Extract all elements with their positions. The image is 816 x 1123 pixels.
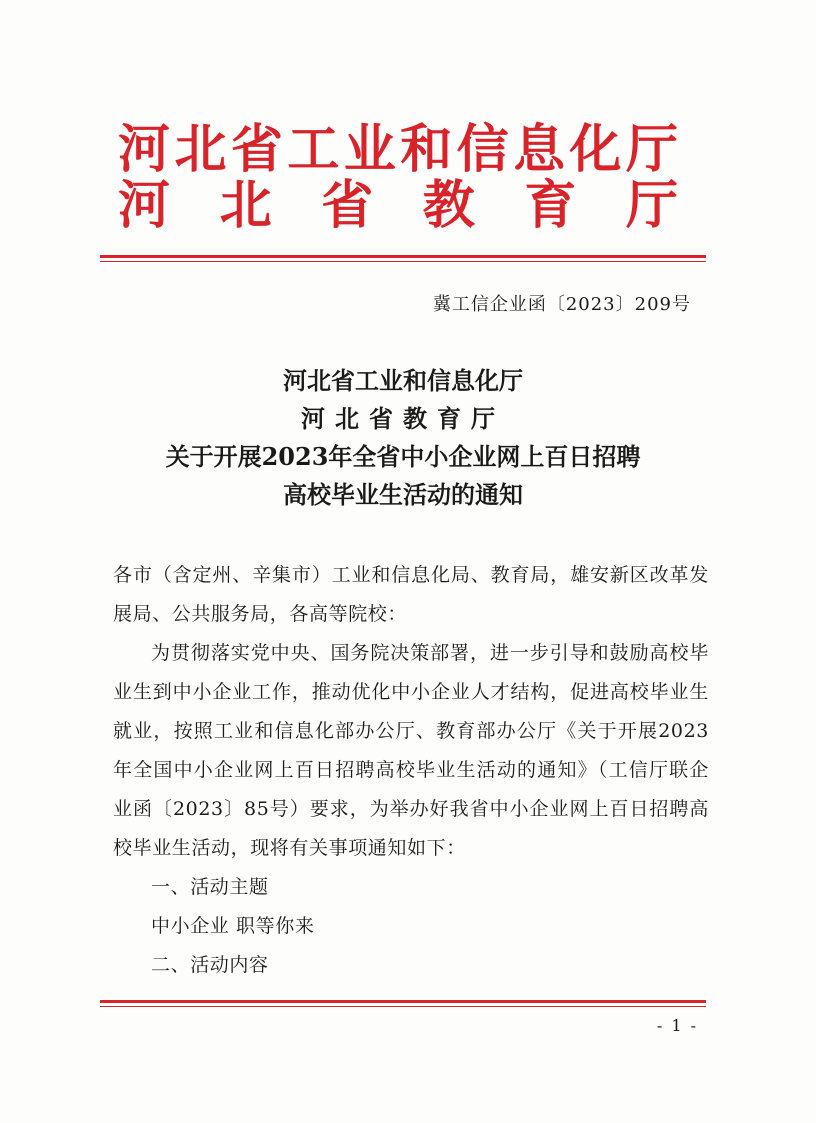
footer-divider-thick [100,1000,706,1003]
section-1-text: 中小企业 职等你来 [151,915,315,937]
intro-paragraph: 为贯彻落实党中央、国务院决策部署，进一步引导和鼓励高校毕业生到中小企业工作，推动优化中小企业人才结构，促进高校毕业生就业，按照工业和信息化部办公厅、教育部办公厅《关于开展2023年全国中小企业网上百日招聘高校毕业生活动的通知》（工信厅联企业函〔2023〕85号）要求，为举办好我省中小企业网上百日招聘高校毕业生活动，现将有关事项通知如下： [113,642,709,859]
document-body [113,556,709,985]
letterhead-divider-thin [100,261,706,262]
document-number: 冀工信企业函〔2023〕209号 [432,294,691,315]
letterhead-char: 省 [321,176,374,236]
letterhead-char: 省 [230,120,283,180]
footer-divider-thin [100,1006,706,1007]
letterhead-char: 河 [118,176,171,236]
letterhead-line-1 [118,122,678,178]
letterhead-char: 业 [343,120,396,180]
title-issuer-1: 河北省工业和信息化厅 [283,366,523,395]
page-number: - 1 - [656,1016,698,1035]
letterhead-char: 育 [524,176,577,236]
letterhead-char: 工 [287,120,340,180]
letterhead-char: 厅 [625,120,678,180]
section-1-heading: 一、活动主题 [151,876,269,898]
letterhead-char: 厅 [625,176,678,236]
letterhead-char: 化 [569,120,622,180]
addressee: 各市（含定州、辛集市）工业和信息化局、教育局，雄安新区改革发展局、公共服务局，各高等院校： [113,564,709,625]
letterhead-char: 北 [219,176,272,236]
document-title [100,362,706,514]
title-line-3: 关于开展2023年全省中小企业网上百日招聘 [165,442,641,471]
title-issuer-2: 河北省教育厅 [301,404,505,433]
letterhead-char: 河 [118,120,171,180]
letterhead-char: 和 [400,120,453,180]
letterhead-char: 息 [513,120,566,180]
letterhead-char: 信 [456,120,509,180]
section-2-heading: 二、活动内容 [151,954,269,976]
red-letterhead [118,122,688,234]
title-line-4: 高校毕业生活动的通知 [283,480,523,509]
letterhead-divider-thick [100,255,706,258]
letterhead-line-2 [118,178,678,234]
letterhead-char: 北 [174,120,227,180]
letterhead-char: 教 [422,176,475,236]
